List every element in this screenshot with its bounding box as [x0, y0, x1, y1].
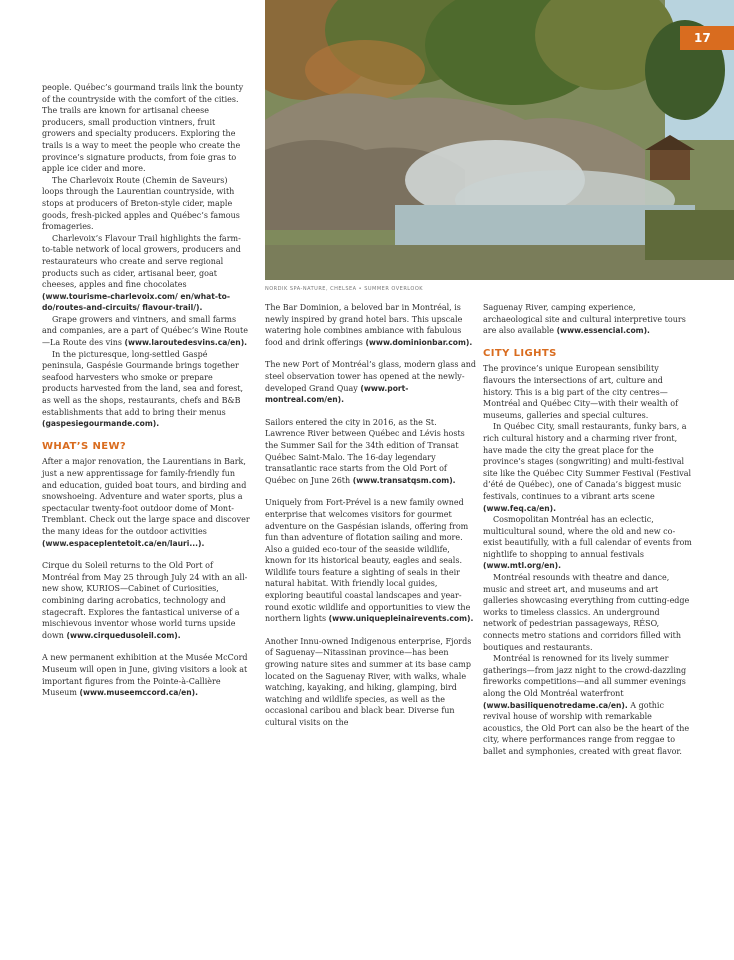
column-2: [265, 302, 477, 740]
link[interactable]: (www.espaceplentetoit.ca/en/lauri...).: [42, 538, 205, 548]
paragraph: Montréal resounds with theatre and dance, music and street art, and museums and art galleries showcasing everything from cutting-edge works to timeless classics. An underground network of pedestrian passageways, RÉSO, connects metro stations and corridors filled with boutiques and restaurants.: [483, 573, 690, 652]
link[interactable]: (www.museemccord.ca/en).: [79, 688, 199, 698]
paragraph: people. Québec’s gourmand trails link the bounty of the countryside with the comfort of the cities. The trails are known for artisanal cheese producers, small production vintners, fruit growers and specialty producers. Exploring the trails is a way to meet the people who create the province’s signature products, from foie gras to apple ice cider and more.: [42, 83, 244, 174]
hero-photo: [265, 0, 734, 280]
section-heading: CITY LIGHTS: [483, 347, 557, 359]
paragraph: After a major renovation, the Laurentians in Bark, just a new apprentissage for family-friendly fun and education, guided boat tours, and birding and snowshoeing. Adventure and water sports, plus a spectacular twenty-foot outdoor dome of Mont-Tremblant. Check out the large space and discover the many ideas for the outdoor activities (www.espaceplentetoit.ca/en/lauri...).: [42, 457, 250, 548]
photo-caption: NORDIK SPA-NATURE, CHELSEA • SUMMER OVERLOOK: [265, 286, 424, 292]
link[interactable]: (www.tourisme-charlevoix.com/ en/what-to-do/routes-and-circuits/ flavour-trail/).: [42, 291, 231, 313]
spa-landscape-image: [265, 0, 734, 280]
link[interactable]: (www.port-montreal.com/en).: [265, 383, 409, 405]
paragraph: A new permanent exhibition at the Musée McCord Museum will open in June, giving visitors a look at important figures from the Pointe-à-Callière Museum (www.museemccord.ca/en).: [42, 653, 248, 698]
link[interactable]: (www.basiliquenotredame.ca/en).: [483, 700, 628, 710]
paragraph: The new Port of Montréal’s glass, modern glass and steel observation tower has opened at the newly-developed Grand Quay (www.port-montreal.com/en).: [265, 360, 477, 405]
link[interactable]: (www.uniquepleinairevents.com).: [328, 614, 474, 624]
column-3: [483, 302, 693, 758]
paragraph: Sailors entered the city in 2016, as the St. Lawrence River between Québec and Lévis hosts the Summer Sail for the 34th edition of Transat Québec Saint-Malo. The 16-day legendary transatlantic race starts from the Old Port of Québec on June 26th (www.transatqsm.com).: [265, 417, 465, 485]
link[interactable]: (www.feq.ca/en).: [483, 503, 557, 513]
paragraph: Charlevoix’s Flavour Trail highlights the farm-to-table network of local growers, producers and restaurateurs who create and serve regional products such as cider, artisanal beer, goat cheeses, apples and fine chocolates (www.tourisme-charlevoix.com/ en/what-to-do/routes-and-circuits/ flavour-trail/).: [42, 233, 241, 313]
paragraph: In Québec City, small restaurants, funky bars, a rich cultural history and a charming river front, have made the city the great place for the province’s stages (songwriting) and multi-festival site like the Québec City Summer Festival (Festival d’été de Québec), one of Canada’s biggest music festivals, continues to a vibrant arts scene (www.feq.ca/en).: [483, 422, 692, 513]
link[interactable]: (gaspesiegourmande.com).: [42, 419, 160, 429]
paragraph: The province’s unique European sensibility flavours the intersections of art, culture and history. This is a big part of the city centres—Montréal and Québec City—with their wealth of museums, galleries and special cultures.: [483, 364, 679, 420]
paragraph: Another Innu-owned Indigenous enterprise, Fjords of Saguenay—Nitassinan province—has been growing nature sites and summer at its base camp located on the Saguenay River, with walks, whale watching, kayaking, and hiking, glamping, bird watching and wildlife species, as well as the occasional caribou and black bear. Diverse fun cultural visits on the: [265, 636, 472, 727]
link[interactable]: (www.laroutedesvins.ca/en).: [124, 338, 248, 348]
link[interactable]: (www.cirquedusoleil.com).: [66, 630, 181, 640]
paragraph: The Charlevoix Route (Chemin de Saveurs) loops through the Laurentian countryside, with stops at producers of Breton-style cider, maple goods, fresh-picked apples and Québec’s famous fromageries.: [42, 175, 240, 232]
link[interactable]: (www.essencial.com).: [556, 326, 650, 336]
section-heading: WHAT’S NEW?: [42, 440, 127, 452]
paragraph: In the picturesque, long-settled Gaspé peninsula, Gaspésie Gourmande brings together seafood harvesters who smoke or prepare products harvested from the land, sea and forest, as well as the shops, restaurants, chefs and B&B establishments that add to bring their menus (gaspesiegourmande.com).: [42, 349, 244, 429]
paragraph: Cirque du Soleil returns to the Old Port of Montréal from May 25 through July 24 with an all-new show, KURIOS—Cabinet of Curiosities, combining daring acrobatics, technology and stagecraft. Explores the fantastical universe of a mischievous inventor whose world turns upside down (www.cirquedusoleil.com).: [42, 561, 248, 640]
link[interactable]: (www.transatqsm.com).: [352, 475, 456, 485]
paragraph: Uniquely from Fort-Prével is a new family owned enterprise that welcomes visitors for gourmet adventure on the Gaspésian islands, offering from fun than adventure of flotation sailing and more. Also a guided eco-tour of the seaside wildlife, known for its historical beauty, eagles and seals. Wildlife tours feature a sighting of seals in their natural habitat. With friendly local guides, exploring beautiful coastal landscapes and year-round exotic wildlife and opportunities to view the northern lights (www.uniquepleinairevents.com).: [265, 498, 474, 624]
paragraph: Montréal is renowned for its lively summer gatherings—from jazz night to the crowd-dazzling fireworks competitions—and all summer evenings along the Old Montréal waterfront (www.basiliquenotredame.ca/en). A gothic revival house of worship with remarkable acoustics, the Old Port can also be the heart of the city, where performances range from reggae to ballet and symphonies, created with great flavor.: [483, 654, 690, 756]
column-1: [42, 82, 250, 710]
link[interactable]: (www.dominionbar.com).: [365, 337, 473, 347]
page-number-tab: 17: [680, 26, 734, 50]
paragraph: Saguenay River, camping experience, archaeological site and cultural interpretive tours are also available (www.essencial.com).: [483, 303, 686, 336]
paragraph: Cosmopolitan Montréal has an eclectic, multicultural sound, where the old and new co-exist beautifully, with a full calendar of events from nightlife to shopping to annual festivals (www.mtl.org/en).: [483, 515, 692, 571]
paragraph: Grape growers and vintners, and small farms and companies, are a part of Québec’s Wine Route—La Route des vins (www.laroutedesvins.ca/en).: [42, 314, 248, 348]
paragraph: The Bar Dominion, a beloved bar in Montréal, is newly inspired by grand hotel bars. This upscale watering hole combines ambiance with fabulous food and drink offerings (www.dominionbar.com).: [265, 303, 473, 347]
link[interactable]: (www.mtl.org/en).: [483, 561, 562, 571]
